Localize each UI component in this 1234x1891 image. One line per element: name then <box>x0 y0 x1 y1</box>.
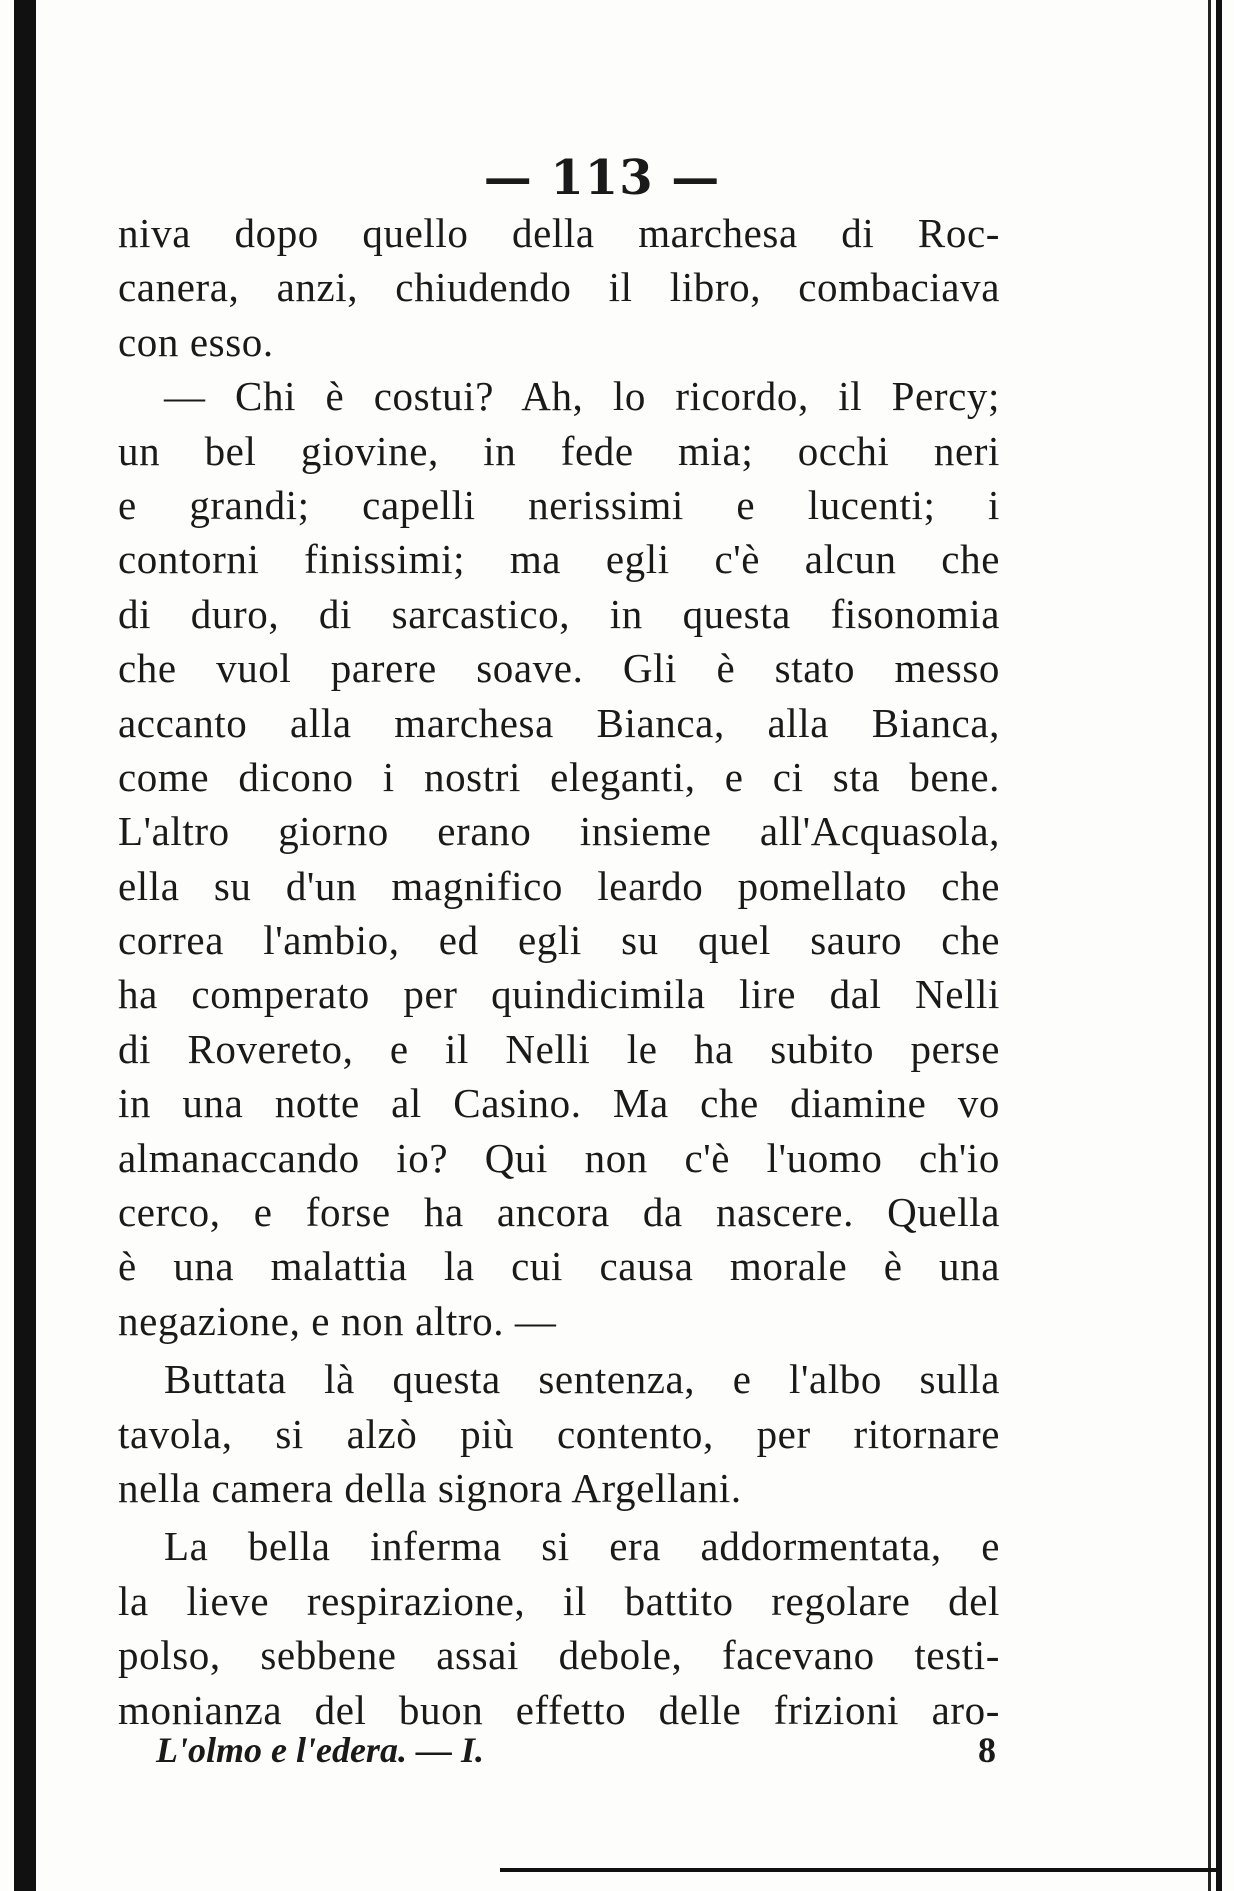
page-edge <box>1216 0 1222 1891</box>
text-line: un bel giovine, in fede mia; occhi neri <box>118 427 1000 474</box>
paragraph <box>118 1519 1000 1737</box>
signature-mark: 8 <box>978 1730 996 1770</box>
text-line: come dicono i nostri eleganti, e ci sta bene. <box>118 753 1000 800</box>
paragraph <box>118 1352 1000 1515</box>
page-number <box>0 148 1234 208</box>
text-line: ella su d'un magnifico leardo pomellato che <box>118 862 1000 909</box>
page-number-text: — 113 — <box>483 150 721 206</box>
text-line: ha comperato per quindicimila lire dal Nelli <box>118 971 1000 1018</box>
paragraph <box>118 369 1000 1348</box>
text-line: correa l'ambio, ed egli su quel sauro che <box>118 917 1000 964</box>
text-line: canera, anzi, chiudendo il libro, combaciava <box>118 264 1000 311</box>
text-line: — Chi è costui? Ah, lo ricordo, il Percy; <box>164 373 1000 420</box>
text-line: accanto alla marchesa Bianca, alla Bianca, <box>118 699 1000 746</box>
text-line: che vuol parere soave. Gli è stato messo <box>118 645 1000 692</box>
text-line: polso, sebbene assai debole, facevano testi- <box>118 1632 1000 1679</box>
page-footer <box>156 1720 996 1780</box>
text-line: in una notte al Casino. Ma che diamine vo <box>118 1080 1000 1127</box>
text-line: La bella inferma si era addormentata, e <box>164 1523 1000 1570</box>
text-line: contorni finissimi; ma egli c'è alcun che <box>118 536 1000 583</box>
text-line: monianza del buon effetto delle frizioni aro- <box>118 1686 1000 1733</box>
paragraph <box>118 206 1000 369</box>
text-line: nella camera della signora Argellani. <box>118 1464 742 1511</box>
text-line: è una malattia la cui causa morale è una <box>118 1243 1000 1290</box>
page-edge-line <box>1208 0 1211 1891</box>
text-line: di Rovereto, e il Nelli le ha subito perse <box>118 1025 1000 1072</box>
text-line: almanaccando io? Qui non c'è l'uomo ch'io <box>118 1134 1000 1181</box>
text-line: Buttata là questa sentenza, e l'albo sulla <box>164 1356 1000 1403</box>
signature-title: L'olmo e l'edera. — I. <box>156 1730 484 1770</box>
text-line: negazione, e non altro. — <box>118 1297 557 1344</box>
book-spine-edge <box>14 0 36 1891</box>
text-line: con esso. <box>118 318 274 365</box>
bottom-edge-line <box>500 1868 1216 1872</box>
text-line: L'altro giorno erano insieme all'Acquasola, <box>118 808 1000 855</box>
body-text <box>118 206 1000 1737</box>
text-line: la lieve respirazione, il battito regolare del <box>118 1577 1000 1624</box>
text-line: e grandi; capelli nerissimi e lucenti; i <box>118 481 1000 528</box>
text-line: di duro, di sarcastico, in questa fisonomia <box>118 590 1000 637</box>
text-line: cerco, e forse ha ancora da nascere. Quella <box>118 1189 1000 1236</box>
text-line: tavola, si alzò più contento, per ritornare <box>118 1410 1000 1457</box>
text-line: niva dopo quello della marchesa di Roc- <box>118 210 1000 256</box>
